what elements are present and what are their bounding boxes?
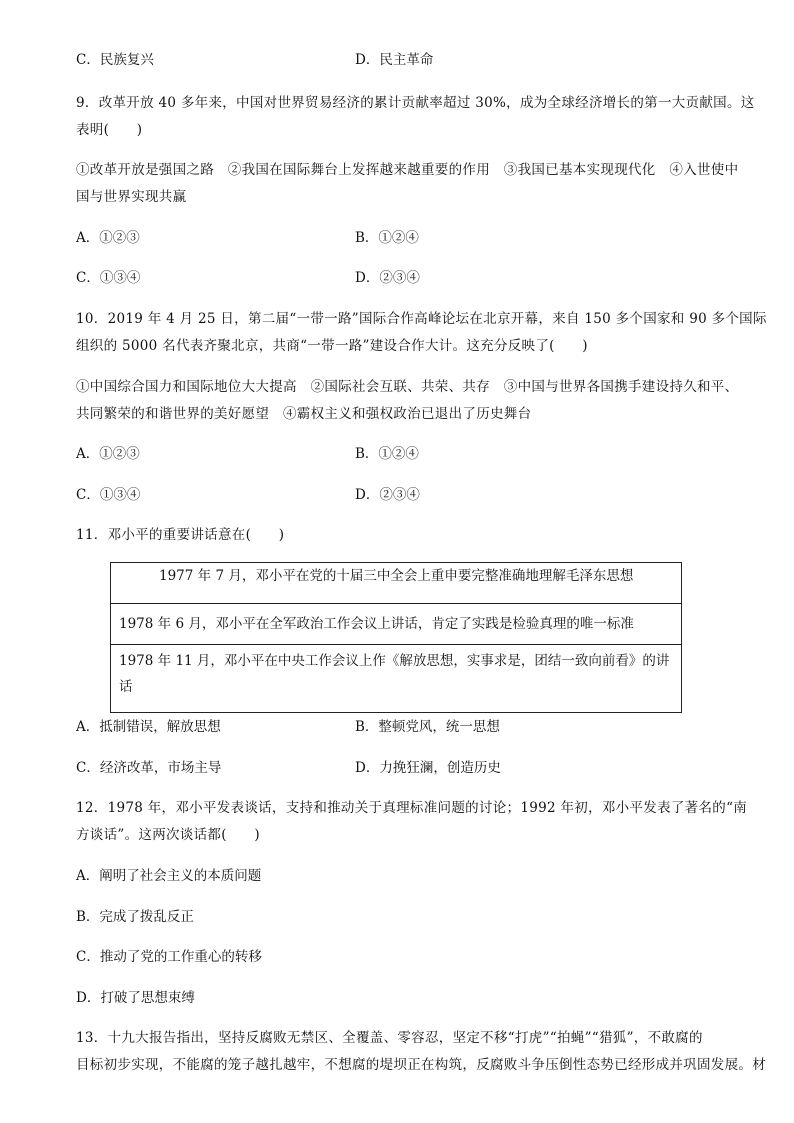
q12-stem-line2: 方谈话”。这两次谈话都( ) <box>76 827 260 843</box>
q8-option-d: D．民主革命 <box>355 52 434 68</box>
q12-option-a: A．阐明了社会主义的本质问题 <box>76 868 262 884</box>
q9-items-line2: 国与世界实现共赢 <box>76 189 187 205</box>
q11-option-a: A．抵制错误，解放思想 <box>76 719 221 735</box>
q12-option-c: C．推动了党的工作重心的转移 <box>76 949 262 965</box>
q10-option-b: B．①②④ <box>355 446 419 462</box>
table-cell: 1978 年 6 月，邓小平在全军政治工作会议上讲话，肯定了实践是检验真理的唯一标准 <box>119 616 634 632</box>
table-row <box>111 604 681 645</box>
q11-option-b: B．整顿党风，统一思想 <box>355 719 500 735</box>
q11-stem: 11．邓小平的重要讲话意在( ) <box>76 527 285 543</box>
q8-option-c: C．民族复兴 <box>76 52 154 68</box>
table-cell: 1977 年 7 月，邓小平在党的十届三中全会上重申要完整准确地理解毛泽东思想 <box>159 568 634 584</box>
table-row <box>111 645 681 713</box>
q12-stem-line1: 12．1978 年，邓小平发表谈话，支持和推动关于真理标准问题的讨论；1992 年初，邓小平发表了著名的“南 <box>76 800 748 816</box>
q10-option-c: C．①③④ <box>76 487 141 503</box>
q9-option-b: B．①②④ <box>355 230 419 246</box>
q10-option-a: A．①②③ <box>76 446 140 462</box>
q9-option-d: D．②③④ <box>355 270 420 286</box>
q12-option-b: B．完成了拨乱反正 <box>76 909 194 925</box>
q10-option-d: D．②③④ <box>355 487 420 503</box>
q11-option-c: C．经济改革，市场主导 <box>76 760 222 776</box>
q10-items-line2: 共同繁荣的和谐世界的美好愿望 ④霸权主义和强权政治已退出了历史舞台 <box>76 406 532 422</box>
q9-stem-line2: 表明( ) <box>76 122 143 138</box>
q11-option-d: D．力挽狂澜，创造历史 <box>355 760 501 776</box>
q9-items-line1: ①改革开放是强国之路 ②我国在国际舞台上发挥越来越重要的作用 ③我国已基本实现现代化 ④入世使中 <box>76 162 739 178</box>
table-row <box>111 563 681 604</box>
table-cell-line1: 1978 年 11 月，邓小平在中央工作会议上作《解放思想，实事求是，团结一致向前看》的讲 <box>119 653 670 669</box>
q13-stem-line1: 13．十九大报告指出，坚持反腐败无禁区、全覆盖、零容忍，坚定不移“打虎”“拍蝇”“猎狐”，不敢腐的 <box>76 1030 703 1046</box>
q9-stem-line1: 9．改革开放 40 多年来，中国对世界贸易经济的累计贡献率超过 30%，成为全球经济增长的第一大贡献国。这 <box>76 95 755 111</box>
q13-stem-line2: 目标初步实现，不能腐的笼子越扎越牢，不想腐的堤坝正在构筑，反腐败斗争压倒性态势已经形成并巩固发展。材 <box>76 1057 766 1073</box>
q12-option-d: D．打破了思想束缚 <box>76 990 195 1006</box>
q9-option-c: C．①③④ <box>76 270 141 286</box>
q9-option-a: A．①②③ <box>76 230 140 246</box>
q11-material-table <box>110 562 682 713</box>
table-cell-line2: 话 <box>119 679 133 695</box>
q10-stem-line2: 组织的 5000 名代表齐聚北京，共商“一带一路”建设合作大计。这充分反映了( ) <box>76 338 588 354</box>
q10-items-line1: ①中国综合国力和国际地位大大提高 ②国际社会互联、共荣、共存 ③中国与世界各国携手建设持久和平、 <box>76 379 739 395</box>
q10-stem-line1: 10．2019 年 4 月 25 日，第二届“一带一路”国际合作高峰论坛在北京开幕，来自 150 多个国家和 90 多个国际 <box>76 311 767 327</box>
